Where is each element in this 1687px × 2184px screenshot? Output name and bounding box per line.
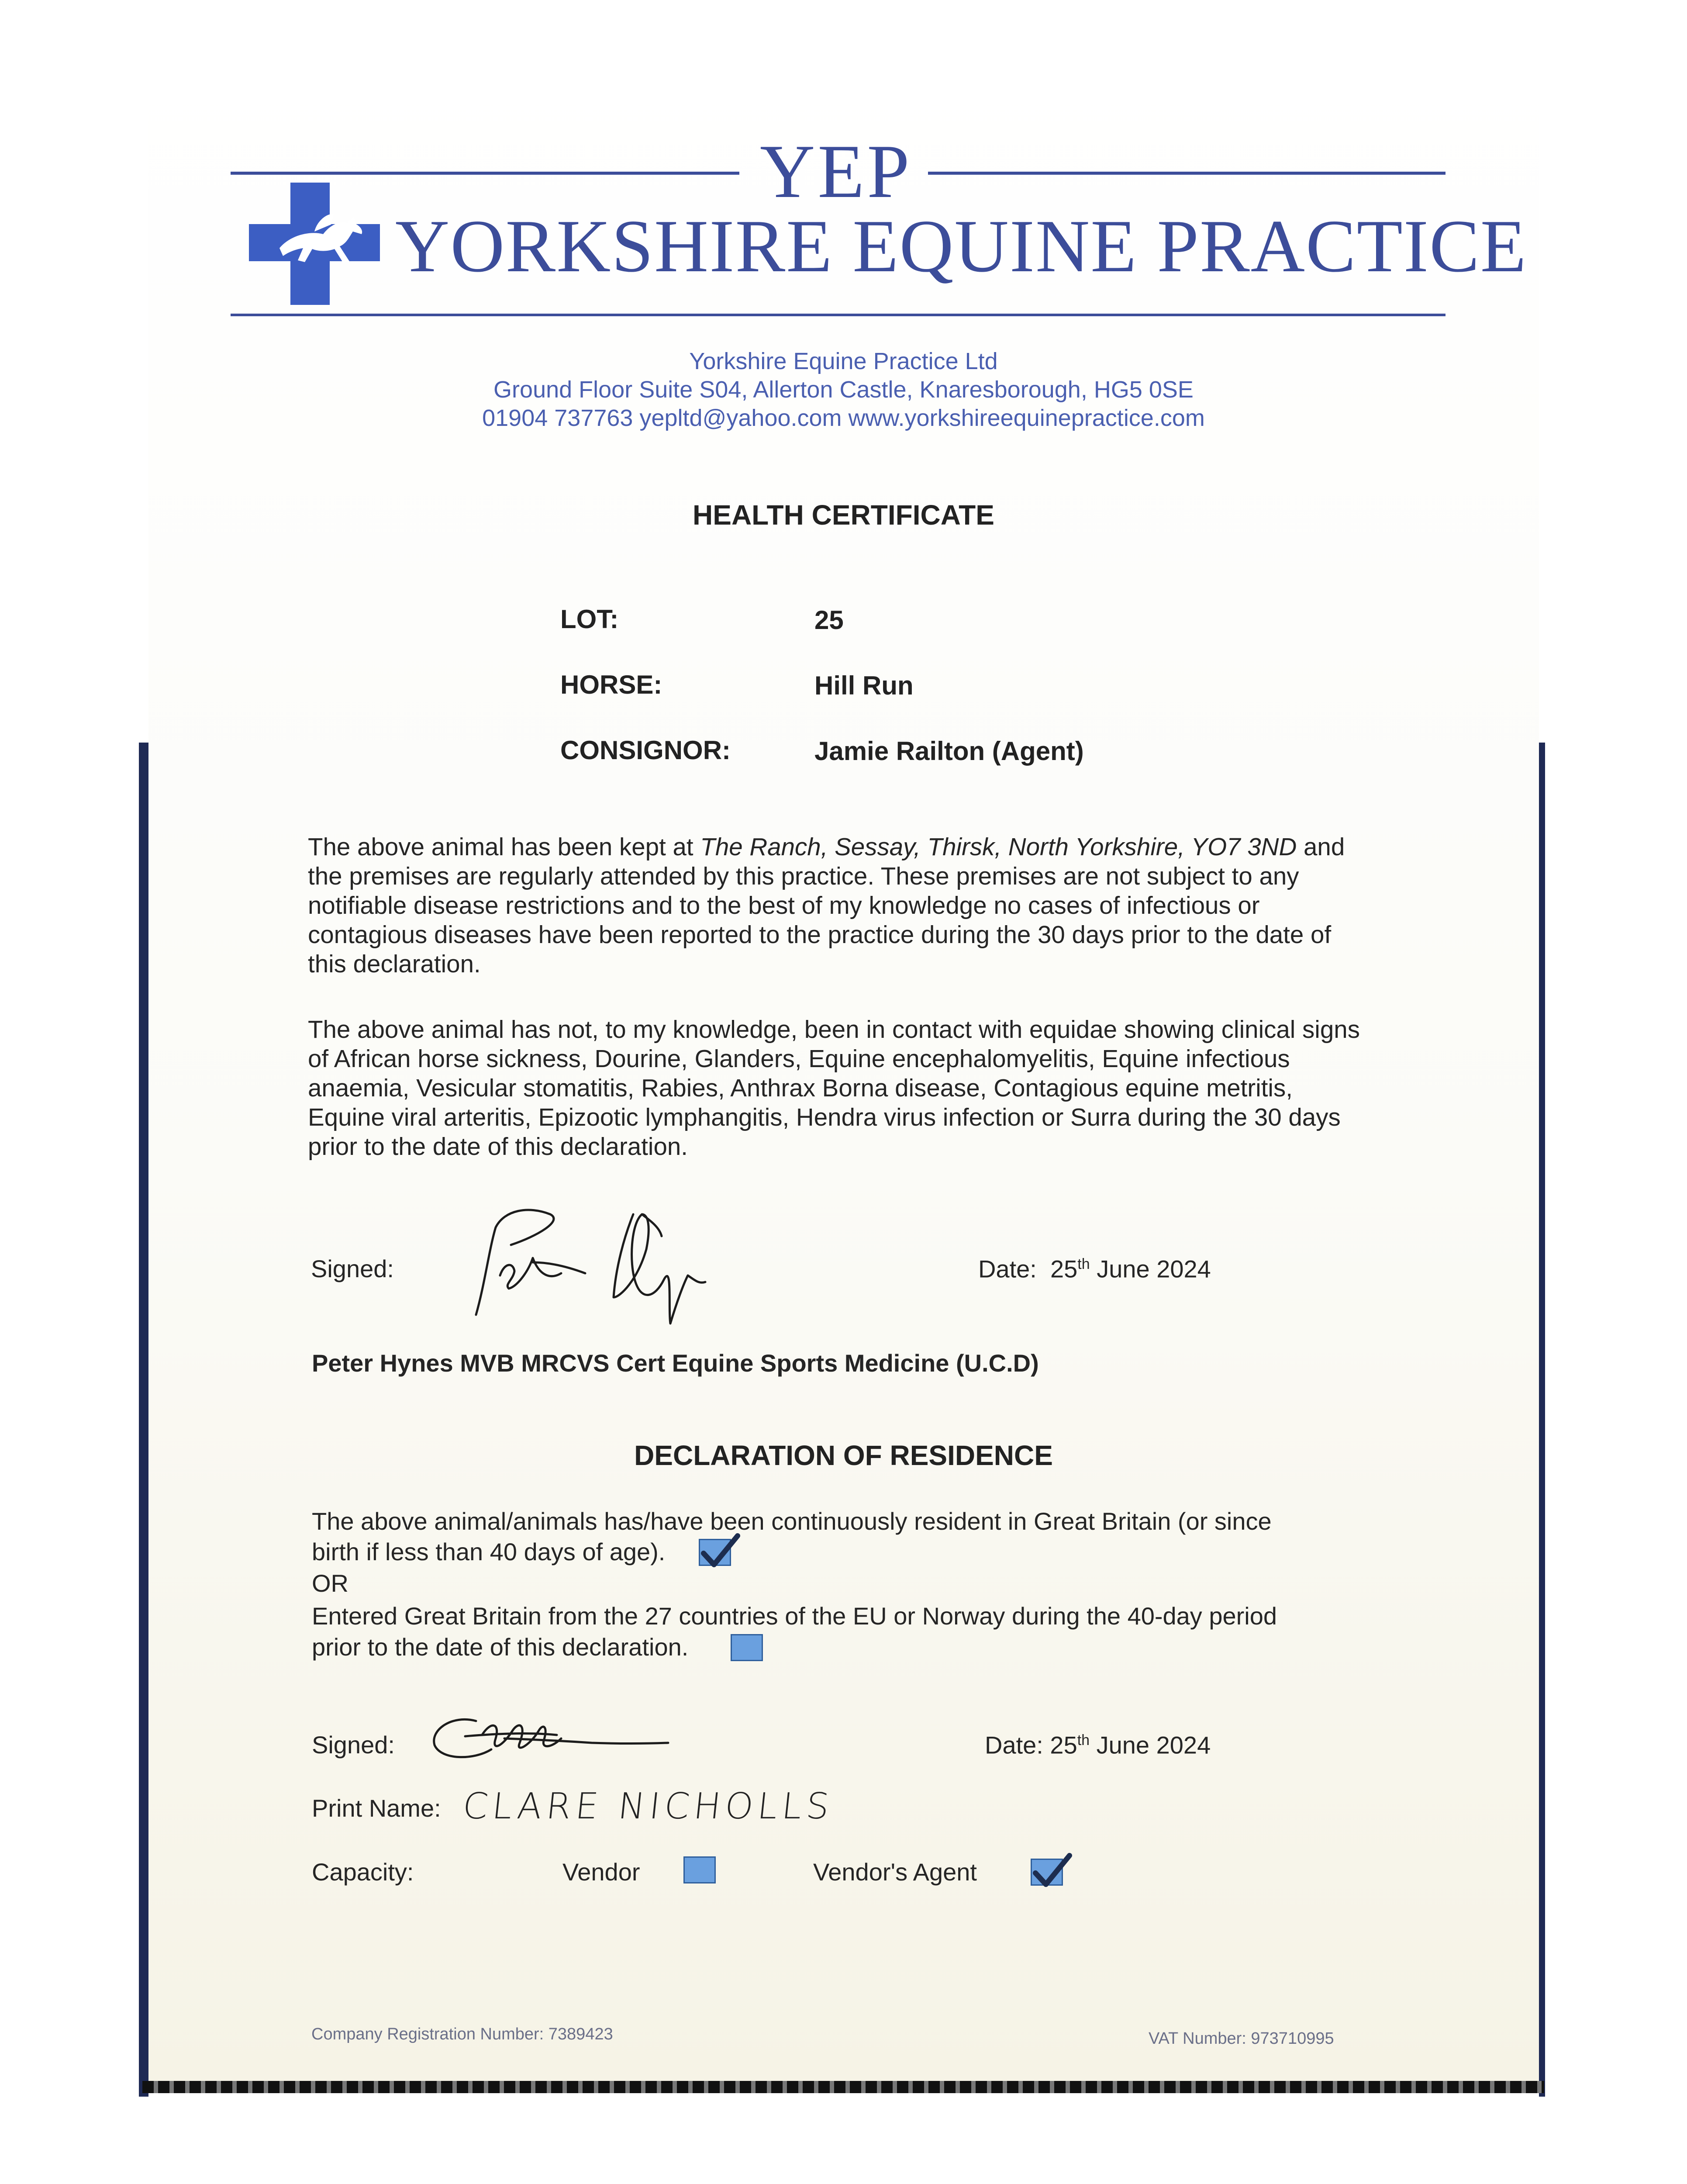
declarant-signed-label: Signed:: [312, 1731, 395, 1759]
disease-paragraph: The above animal has not, to my knowledge, been in contact with equidae showing clinical signs of African horse sickness, Dourine, Glanders, Equine encephalomyelitis, Equine infectious anaemia, Vesicular stomatitis, Rabies, Anthrax Borna disease, Contagious equine metritis, Equine viral arteritis, Epizootic lymphangitis, Hendra virus infection or Surra during the 30 days prior to the date of this declaration.: [308, 1016, 1360, 1160]
consignor-value: Jamie Railton (Agent): [814, 736, 1084, 766]
horse-label: HORSE:: [560, 670, 662, 699]
vat-number: VAT Number: 973710995: [1149, 2029, 1334, 2048]
vendors-agent-checkbox[interactable]: [1031, 1859, 1063, 1886]
vendor-label: Vendor: [562, 1858, 640, 1886]
certificate-title: HEALTH CERTIFICATE: [693, 499, 994, 531]
consignor-label: CONSIGNOR:: [560, 736, 731, 765]
vet-date-suffix: th: [1077, 1256, 1090, 1272]
print-name-value: CLARE NICHOLLS: [461, 1786, 836, 1827]
vet-date-day: 25: [1050, 1255, 1078, 1283]
scan-backdrop-right: [1539, 743, 1545, 2097]
lot-value: 25: [814, 605, 844, 635]
company-address: Ground Floor Suite S04, Allerton Castle, Knaresborough, HG5 0SE: [493, 377, 1194, 403]
horse-cross-icon: [249, 183, 380, 305]
declarant-date-rest: June 2024: [1090, 1731, 1211, 1759]
declarant-date-suffix: th: [1077, 1732, 1090, 1749]
scan-backdrop-bottom: [142, 2081, 1544, 2093]
premises-paragraph: [308, 832, 1365, 978]
company-registration: Company Registration Number: 7389423: [311, 2025, 613, 2043]
vet-date: [978, 1257, 1211, 1282]
agent-label: Vendor's Agent: [813, 1858, 977, 1886]
header-rule-top-left: [231, 172, 739, 175]
logo-abbrev: YEP: [760, 129, 912, 214]
vendor-checkbox[interactable]: [683, 1856, 716, 1883]
company-contact: 01904 737763 yepltd@yahoo.com www.yorkshireequinepractice.com: [482, 405, 1205, 431]
vet-signature: [463, 1197, 716, 1324]
print-name-label: Print Name:: [312, 1794, 441, 1822]
residence-option2-line2: prior to the date of this declaration.: [312, 1633, 689, 1661]
header-rule-top-right: [928, 172, 1446, 175]
declarant-date: [985, 1733, 1211, 1758]
residence-or: OR: [312, 1569, 348, 1597]
vet-date-label: Date:: [978, 1255, 1037, 1283]
horse-value: Hill Run: [814, 671, 914, 700]
vet-name: Peter Hynes MVB MRCVS Cert Equine Sports Medicine (U.C.D): [312, 1349, 1039, 1377]
resident-checkbox[interactable]: [699, 1539, 731, 1566]
residence-option2-line1: Entered Great Britain from the 27 countries of the EU or Norway during the 40-day period: [312, 1602, 1277, 1630]
lot-label: LOT:: [560, 605, 619, 634]
vet-date-rest: June 2024: [1090, 1255, 1211, 1283]
premises-rest: and the premises are regularly attended by this practice. These premises are not subject to any notifiable disease restrictions and to the best of my knowledge no cases of infectious or contagious diseases have been reported to the practice during the 30 days prior to the date of this declaration.: [308, 833, 1345, 978]
entered-gb-checkbox[interactable]: [731, 1634, 763, 1661]
residence-option1-line1: The above animal/animals has/have been continuously resident in Great Britain (or since: [312, 1507, 1272, 1535]
declarant-date-label: Date:: [985, 1731, 1043, 1759]
declarant-date-day: 25: [1050, 1731, 1077, 1759]
capacity-label: Capacity:: [312, 1858, 414, 1886]
residence-option1-line2: birth if less than 40 days of age).: [312, 1538, 666, 1565]
scan-backdrop-left: [139, 743, 148, 2097]
premises-lead: The above animal has been kept at: [308, 833, 700, 860]
declarant-signature: [426, 1712, 679, 1769]
vet-signed-label: Signed:: [311, 1255, 394, 1282]
residence-title: DECLARATION OF RESIDENCE: [634, 1440, 1053, 1471]
company-name: Yorkshire Equine Practice Ltd: [689, 348, 998, 374]
practice-name: YORKSHIRE EQUINE PRACTICE: [395, 205, 1527, 288]
header-rule-bottom: [231, 314, 1446, 316]
premises-address: The Ranch, Sessay, Thirsk, North Yorkshire, YO7 3ND: [700, 833, 1297, 860]
